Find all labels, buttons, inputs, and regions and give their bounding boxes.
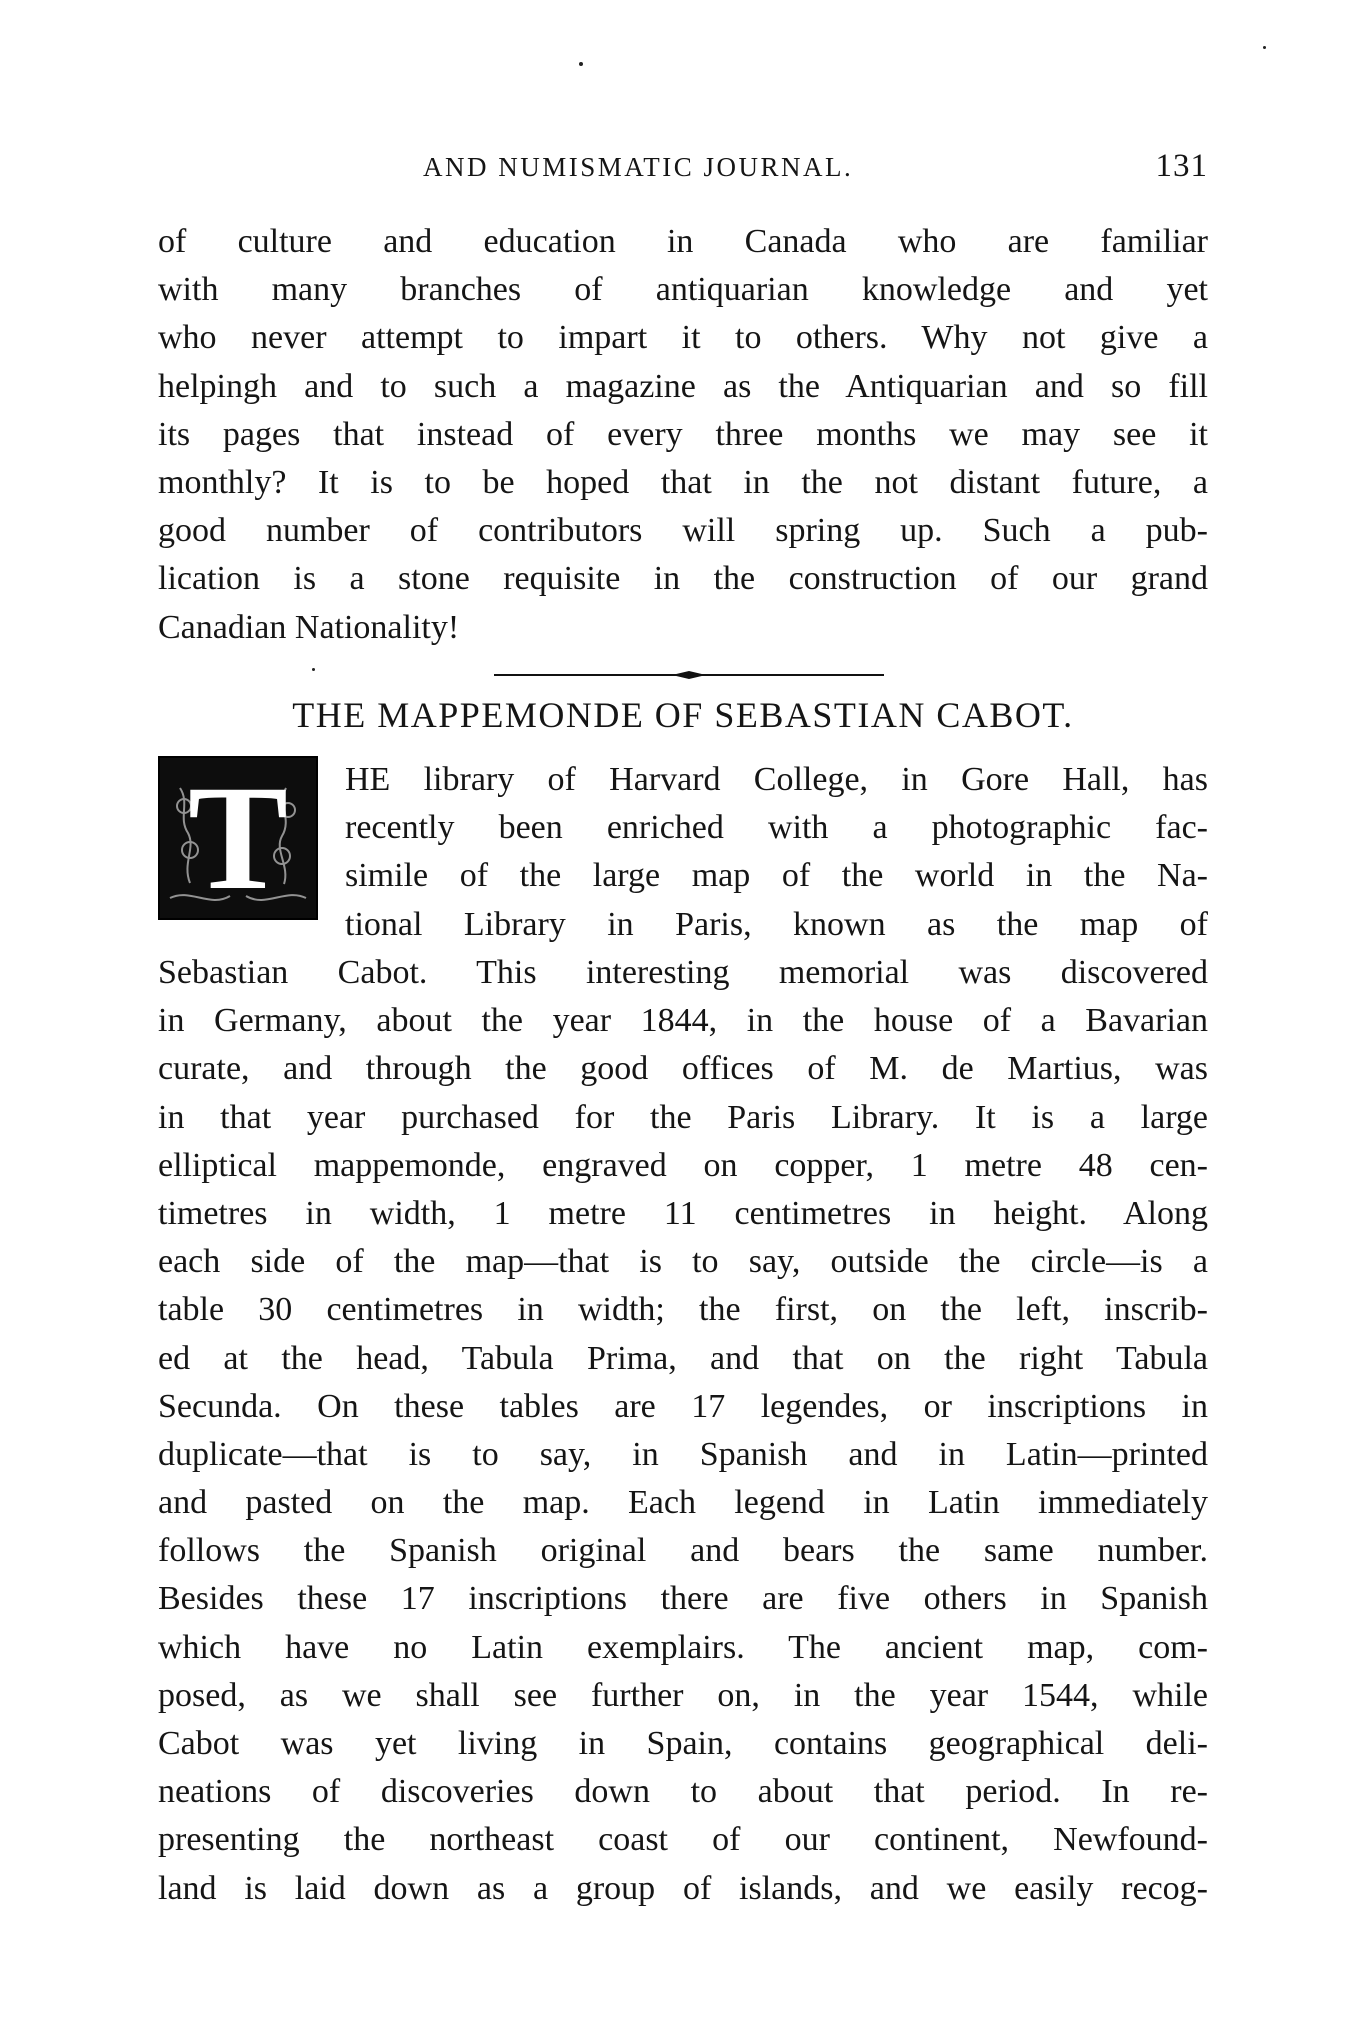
text-line: Secunda. On these tables are 17 legendes, or inscriptions in xyxy=(158,1387,1208,1425)
article-opening xyxy=(345,756,1208,949)
text-line: in that year purchased for the Paris Library. It is a large xyxy=(158,1098,1208,1136)
text-line: duplicate—that is to say, in Spanish and in Latin—printed xyxy=(158,1435,1208,1473)
scan-speck xyxy=(1263,46,1266,49)
text-line: posed, as we shall see further on, in the year 1544, while xyxy=(158,1676,1208,1714)
text-line: neations of discoveries down to about that period. In re- xyxy=(158,1773,1208,1811)
divider-ornament xyxy=(672,671,706,679)
text-line: good number of contributors will spring up. Such a pub- xyxy=(158,512,1208,550)
running-head xyxy=(158,148,1208,188)
text-line: elliptical mappemonde, engraved on copper, 1 metre 48 cen- xyxy=(158,1146,1208,1184)
text-line: who never attempt to impart it to others. Why not give a xyxy=(158,319,1208,357)
text-line: table 30 centimetres in width; the first, on the left, inscrib- xyxy=(158,1291,1208,1329)
running-head-title: AND NUMISMATIC JOURNAL. xyxy=(423,152,854,182)
article-heading: THE MAPPEMONDE OF SEBASTIAN CABOT. xyxy=(292,695,1074,735)
scan-speck xyxy=(312,668,315,671)
text-line: which have no Latin exemplairs. The ancient map, com- xyxy=(158,1628,1208,1666)
text-line: Sebastian Cabot. This interesting memorial was discovered xyxy=(158,954,1208,991)
text-line: in Germany, about the year 1844, in the house of a Bavarian xyxy=(158,1002,1208,1040)
drop-cap-letter: T xyxy=(187,755,289,921)
drop-cap xyxy=(158,756,318,920)
text-line: monthly? It is to be hoped that in the not distant future, a xyxy=(158,463,1208,501)
page-number: 131 xyxy=(1155,148,1208,184)
text-line: recently been enriched with a photographic fac- xyxy=(345,809,1208,847)
text-line: each side of the map—that is to say, outside the circle—is a xyxy=(158,1243,1208,1281)
text-line: its pages that instead of every three months we may see it xyxy=(158,415,1208,453)
section-divider xyxy=(494,670,884,680)
text-line: timetres in width, 1 metre 11 centimetres in height. Along xyxy=(158,1194,1208,1232)
text-line: HE library of Harvard College, in Gore Hall, has xyxy=(345,761,1208,798)
text-line: simile of the large map of the world in the Na- xyxy=(345,857,1208,895)
paragraph-culture xyxy=(158,218,1208,652)
text-line: helpingh and to such a magazine as the Antiquarian and so fill xyxy=(158,367,1208,405)
text-line: ed at the head, Tabula Prima, and that on the right Tabula xyxy=(158,1339,1208,1377)
text-line: and pasted on the map. Each legend in Latin immediately xyxy=(158,1484,1208,1522)
text-line: tional Library in Paris, known as the map of xyxy=(345,905,1208,943)
text-line: Cabot was yet living in Spain, contains geographical deli- xyxy=(158,1725,1208,1762)
text-line: with many branches of antiquarian knowledge and yet xyxy=(158,271,1208,309)
text-line: Besides these 17 inscriptions there are five others in Spanish xyxy=(158,1580,1208,1618)
text-line: presenting the northeast coast of our continent, Newfound- xyxy=(158,1821,1208,1859)
text-line: land is laid down as a group of islands, and we easily recog- xyxy=(158,1869,1208,1907)
scan-speck xyxy=(579,62,583,66)
text-line: Canadian Nationality! xyxy=(158,608,460,646)
article-body xyxy=(158,949,1208,1913)
text-line: curate, and through the good offices of M. de Martius, was xyxy=(158,1050,1208,1088)
text-line: lication is a stone requisite in the construction of our grand xyxy=(158,560,1208,598)
text-line: of culture and education in Canada who are familiar xyxy=(158,223,1208,260)
text-line: follows the Spanish original and bears the same number. xyxy=(158,1532,1208,1570)
